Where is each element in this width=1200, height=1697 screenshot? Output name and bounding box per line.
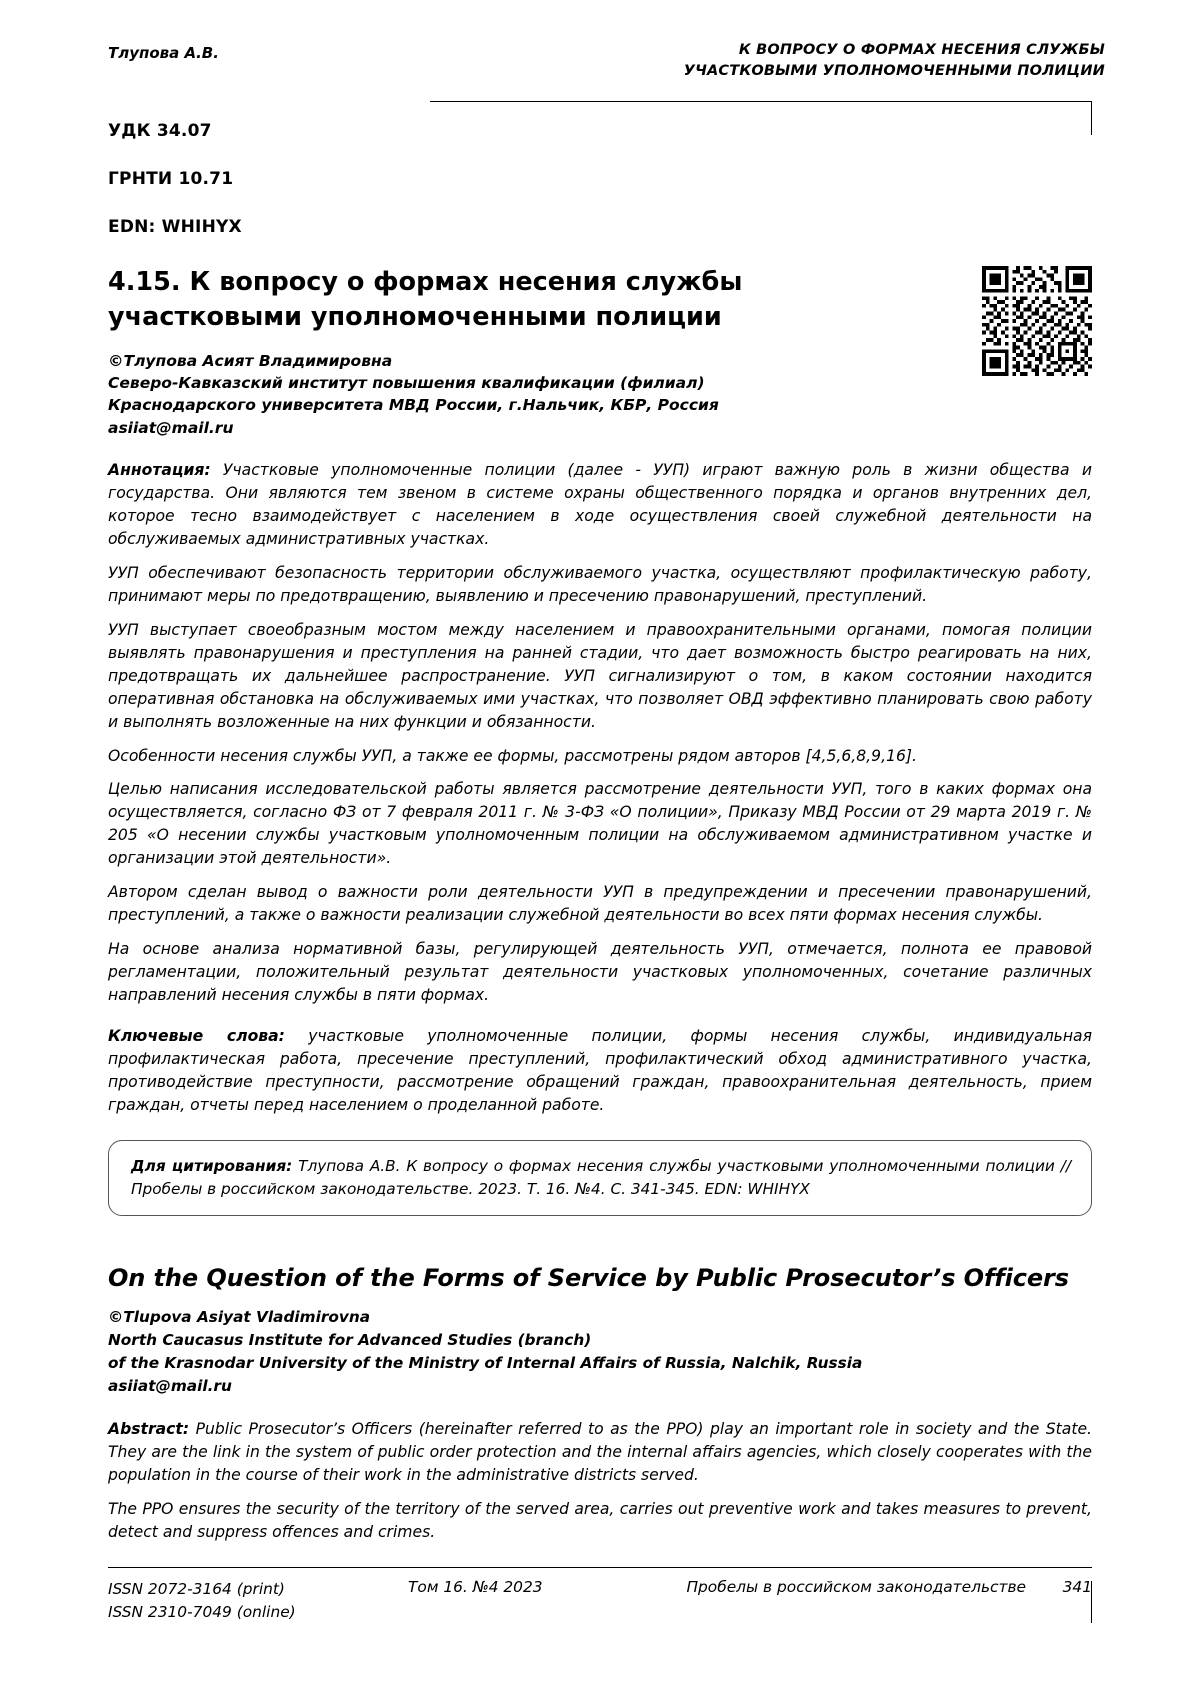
affiliation-en-line2: of the Krasnodar University of the Ministry of Internal Affairs of Russia, Nalchik, Russia	[108, 1354, 863, 1373]
author-block-en	[108, 1306, 1092, 1398]
citation-text: Тлупова А.В. К вопросу о формах несения службы участковыми уполномоченными полиции // Пробелы в российском законодательстве. 2023. Т. 16. №4. С. 341-345. EDN: WHIHYX	[131, 1157, 1071, 1199]
footer-vertical-rule	[1091, 1581, 1092, 1623]
running-head-title	[684, 40, 1105, 81]
abstract-ru-paragraph-6: Автором сделан вывод о важности роли деятельности УУП в предупреждении и пресечении правонарушений, преступлений, а также о важности реализации служебной деятельности во всех пяти формах несения службы.	[108, 883, 1092, 925]
citation-text-wrap	[131, 1155, 1071, 1201]
abstract-ru-paragraph-7: На основе анализа нормативной базы, регулирующей деятельность УУП, отмечается, полнота ее правовой регламентации, положительный результат деятельности участковых уполномоченных, сочетание различных направлений несения службы в пяти формах.	[108, 940, 1092, 1004]
affiliation-ru-line1: Северо-Кавказский институт повышения квалификации (филиал)	[108, 374, 705, 392]
page-title: 4.15. К вопросу о формах несения службы участковыми уполномоченными полиции	[108, 267, 743, 333]
qr-code-image	[982, 266, 1092, 376]
page-title-en: On the Question of the Forms of Service by Public Prosecutor’s Officers	[108, 1264, 1069, 1293]
author-email-ru: asiiat@mail.ru	[108, 418, 234, 437]
affiliation-en-line1: North Caucasus Institute for Advanced Studies (branch)	[108, 1331, 592, 1350]
abstract-ru-paragraph-5: Целью написания исследовательской работы является рассмотрение деятельности УУП, того в каких формах она осуществляется, согласно ФЗ от 7 февраля 2011 г. № 3-ФЗ «О полиции», Приказу МВД России от 29 марта 2019 г. № 205 «О несении службы участковым уполномоченным полиции на обслуживаемом административном участке и организации этой деятельности».	[108, 780, 1092, 868]
keywords-ru-text: участковые уполномоченные полиции, формы несения службы, индивидуальная профилактическая работа, пресечение преступлений, профилактический обход административного участка, противодействие преступности, рассмотрение обращений граждан, правоохранительная деятельность, прием граждан, отчеты перед населением о проделанной работе.	[108, 1026, 1092, 1114]
citation-box	[108, 1140, 1092, 1216]
author-block-ru	[108, 350, 1092, 440]
running-head-title-line2: УЧАСТКОВЫМИ УПОЛНОМОЧЕННЫМИ ПОЛИЦИИ	[683, 62, 1105, 79]
author-email-en: asiiat@mail.ru	[108, 1377, 232, 1396]
footer-journal-name: Пробелы в российском законодательстве	[686, 1578, 1026, 1597]
abstract-en-label: Abstract:	[108, 1420, 190, 1439]
issn-print: ISSN 2072-3164 (print)	[108, 1580, 285, 1599]
abstract-en-text: Public Prosecutor’s Officers (hereinafter referred to as the PPO) play an important role in society and the State. They are the link in the system of public order protection and the internal affairs agencies, which closely cooperates with the population in the course of their work in the administrative districts served.	[108, 1420, 1092, 1484]
edn-code: EDN: WHIHYX	[108, 217, 242, 238]
affiliation-ru-line2: Краснодарского университета МВД России, г.Нальчик, КБР, Россия	[108, 396, 719, 415]
footer-rule	[108, 1567, 1092, 1568]
abstract-ru-paragraph-4: Особенности несения службы УУП, а также ее формы, рассмотрены рядом авторов [4,5,6,8,9,16].	[108, 746, 917, 765]
footer-page-number: 341	[1062, 1578, 1092, 1597]
abstract-ru-paragraph-3: УУП выступает своеобразным мостом между населением и правоохранительными органами, помогая полиции выявлять правонарушения и преступления на ранней стадии, что дает возможность быстро реагировать на них, предотвращать их дальнейшее распространение. УУП сигнализируют о том, в каком состоянии находится оперативная обстановка на обслуживаемых ими участках, что позволяет ОВД эффективно планировать свою работу и выполнять возложенные на них функции и обязанности.	[108, 620, 1092, 731]
abstract-ru-paragraph-1	[108, 459, 1092, 551]
abstract-en-paragraph-2: The PPO ensures the security of the territory of the served area, carries out preventive work and takes measures to prevent, detect and suppress offences and crimes.	[108, 1499, 1092, 1541]
footer-volume: Том 16. №4 2023	[408, 1578, 543, 1597]
author-name-ru: ©Тлупова Асият Владимировна	[108, 351, 393, 370]
keywords-ru	[108, 1025, 1092, 1117]
article-content	[0, 121, 1200, 1544]
abstract-en-paragraph-1	[108, 1418, 1092, 1487]
abstract-ru-text: Участковые уполномоченные полиции (далее - УУП) играют важную роль в жизни общества и государства. Они являются тем звеном в системе охраны общественного порядка и органов внутренних дел, которое тесно взаимодействует с населением в ходе осуществления своей служебной деятельности на обслуживаемых административных участках.	[108, 461, 1092, 549]
footer-row	[108, 1578, 1092, 1623]
abstract-ru-label: Аннотация:	[108, 461, 211, 480]
author-name-en: ©Tlupova Asiyat Vladimirovna	[108, 1308, 371, 1327]
header-rule	[430, 101, 1092, 102]
identifier-block	[108, 121, 1092, 237]
running-head-author: Тлупова А.В.	[108, 44, 219, 62]
citation-label: Для цитирования:	[131, 1157, 293, 1176]
grnti-code: ГРНТИ 10.71	[108, 169, 234, 190]
keywords-ru-label: Ключевые слова:	[108, 1026, 285, 1045]
running-head	[0, 40, 1200, 81]
udk-code: УДК 34.07	[108, 121, 212, 142]
abstract-ru-paragraph-2: УУП обеспечивают безопасность территории обслуживаемого участка, осуществляют профилактическую работу, принимают меры по предотвращению, выявлению и пресечению правонарушений, преступлений.	[108, 564, 1092, 606]
issn-online: ISSN 2310-7049 (online)	[108, 1602, 296, 1621]
footer-issn	[108, 1578, 408, 1623]
running-head-title-line1: К ВОПРОСУ О ФОРМАХ НЕСЕНИЯ СЛУЖБЫ	[738, 42, 1105, 58]
qr-code[interactable]	[982, 266, 1092, 376]
page-footer	[108, 1567, 1092, 1623]
